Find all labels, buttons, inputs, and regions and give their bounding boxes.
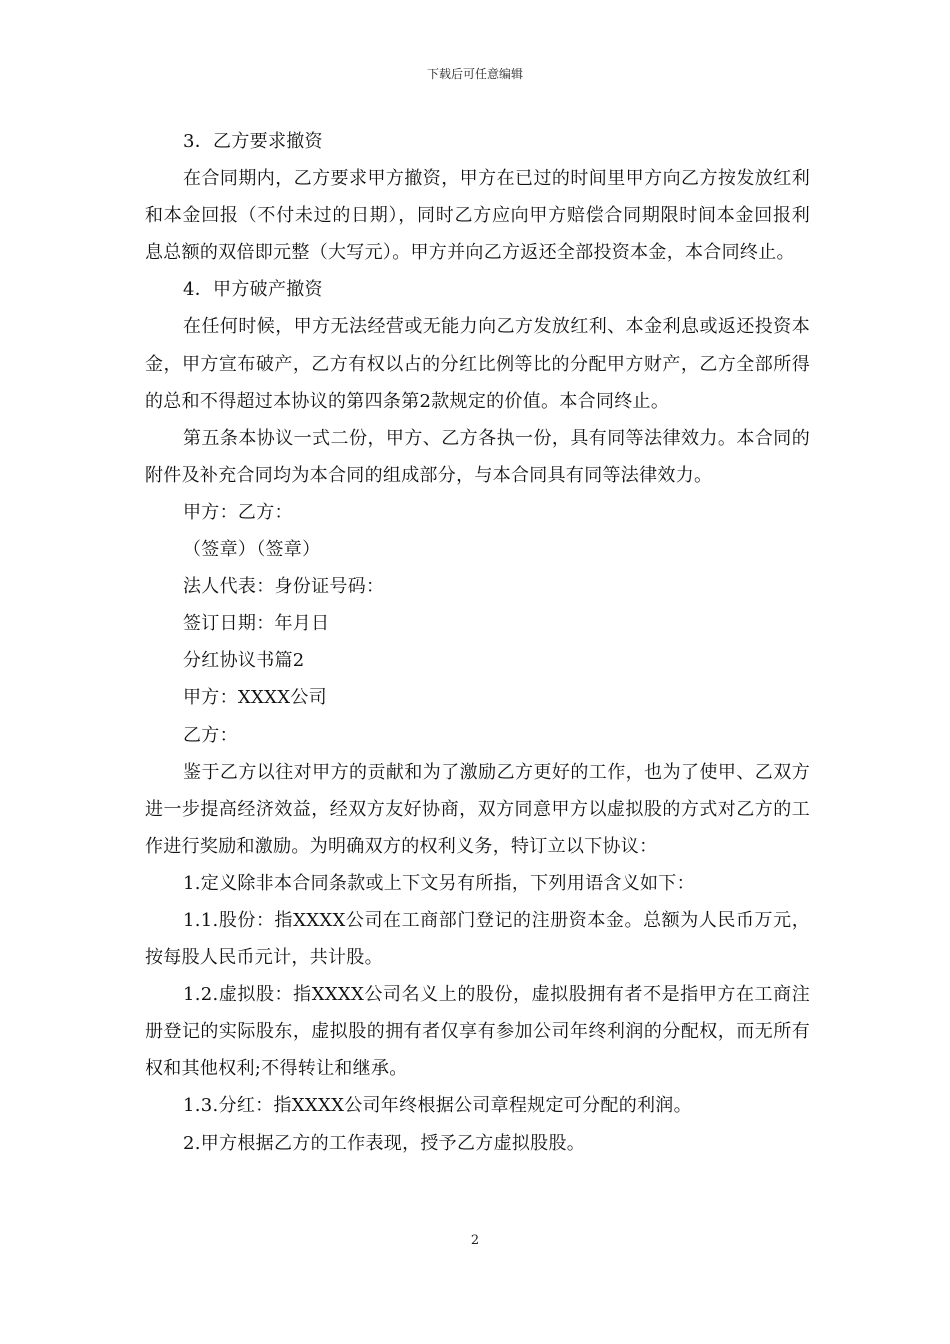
signature-date: 签订日期：年月日 bbox=[183, 613, 330, 635]
party-b: 乙方： bbox=[183, 724, 238, 746]
paragraph-bankruptcy-terms: 在任何时候，甲方无法经营或无能力向乙方发放红利、本金利息或返还投资本金，甲方宣布破产，乙方有权以占的分红比例等比的分配甲方财产，乙方全部所得的总和不得超过本协议的第四条第2款规定的价值。本合同终止。 bbox=[145, 316, 810, 412]
paragraph-preamble: 鉴于乙方以往对甲方的贡献和为了激励乙方更好的工作，也为了使甲、乙双方进一步提高经济效益，经双方友好协商，双方同意甲方以虚拟股的方式对乙方的工作进行奖励和激励。为明确双方的权利义务，特订立以下协议： bbox=[145, 761, 810, 857]
definition-virtual-shares: 1.2.虚拟股：指XXXX公司名义上的股份，虚拟股拥有者不是指甲方在工商注册登记的实际股东，虚拟股的拥有者仅享有参加公司年终利润的分配权，而无所有权和其他权利;不得转让和继承。 bbox=[145, 984, 810, 1080]
signature-representative: 法人代表：身份证号码： bbox=[183, 576, 385, 598]
clause-heading-withdrawal: 3．乙方要求撤资 bbox=[183, 131, 323, 152]
page-number: 2 bbox=[470, 1233, 480, 1248]
paragraph-withdrawal-terms: 在合同期内，乙方要求甲方撤资，甲方在已过的时间里甲方向乙方按发放红利和本金回报（不付未过的日期），同时乙方应向甲方赔偿合同期限时间本金回报利息总额的双倍即元整（大写元）。甲方并向乙方返还全部投资本金，本合同终止。 bbox=[145, 168, 810, 264]
page-header-note: 下载后可任意编辑 bbox=[426, 67, 523, 81]
definition-dividend: 1.3.分红：指XXXX公司年终根据公司章程规定可分配的利润。 bbox=[183, 1095, 692, 1117]
document-body bbox=[145, 123, 810, 1162]
signature-seals: （签章）（签章） bbox=[183, 539, 321, 561]
clause-heading-bankruptcy: 4．甲方破产撤资 bbox=[183, 279, 323, 301]
section-title: 分红协议书篇2 bbox=[183, 650, 305, 672]
clause-grant: 2.甲方根据乙方的工作表现，授予乙方虚拟股股。 bbox=[183, 1132, 586, 1154]
signature-parties: 甲方：乙方： bbox=[183, 501, 293, 523]
paragraph-article-five: 第五条本协议一式二份，甲方、乙方各执一份，具有同等法律效力。本合同的附件及补充合同均为本合同的组成部分，与本合同具有同等法律效力。 bbox=[145, 427, 810, 486]
definition-shares: 1.1.股份：指XXXX公司在工商部门登记的注册资本金。总额为人民币万元，按每股人民币元计，共计股。 bbox=[145, 909, 810, 969]
party-a: 甲方：XXXX公司 bbox=[183, 687, 327, 709]
paragraph-definitions: 1.定义除非本合同条款或上下文另有所指，下列用语含义如下： bbox=[183, 872, 695, 894]
